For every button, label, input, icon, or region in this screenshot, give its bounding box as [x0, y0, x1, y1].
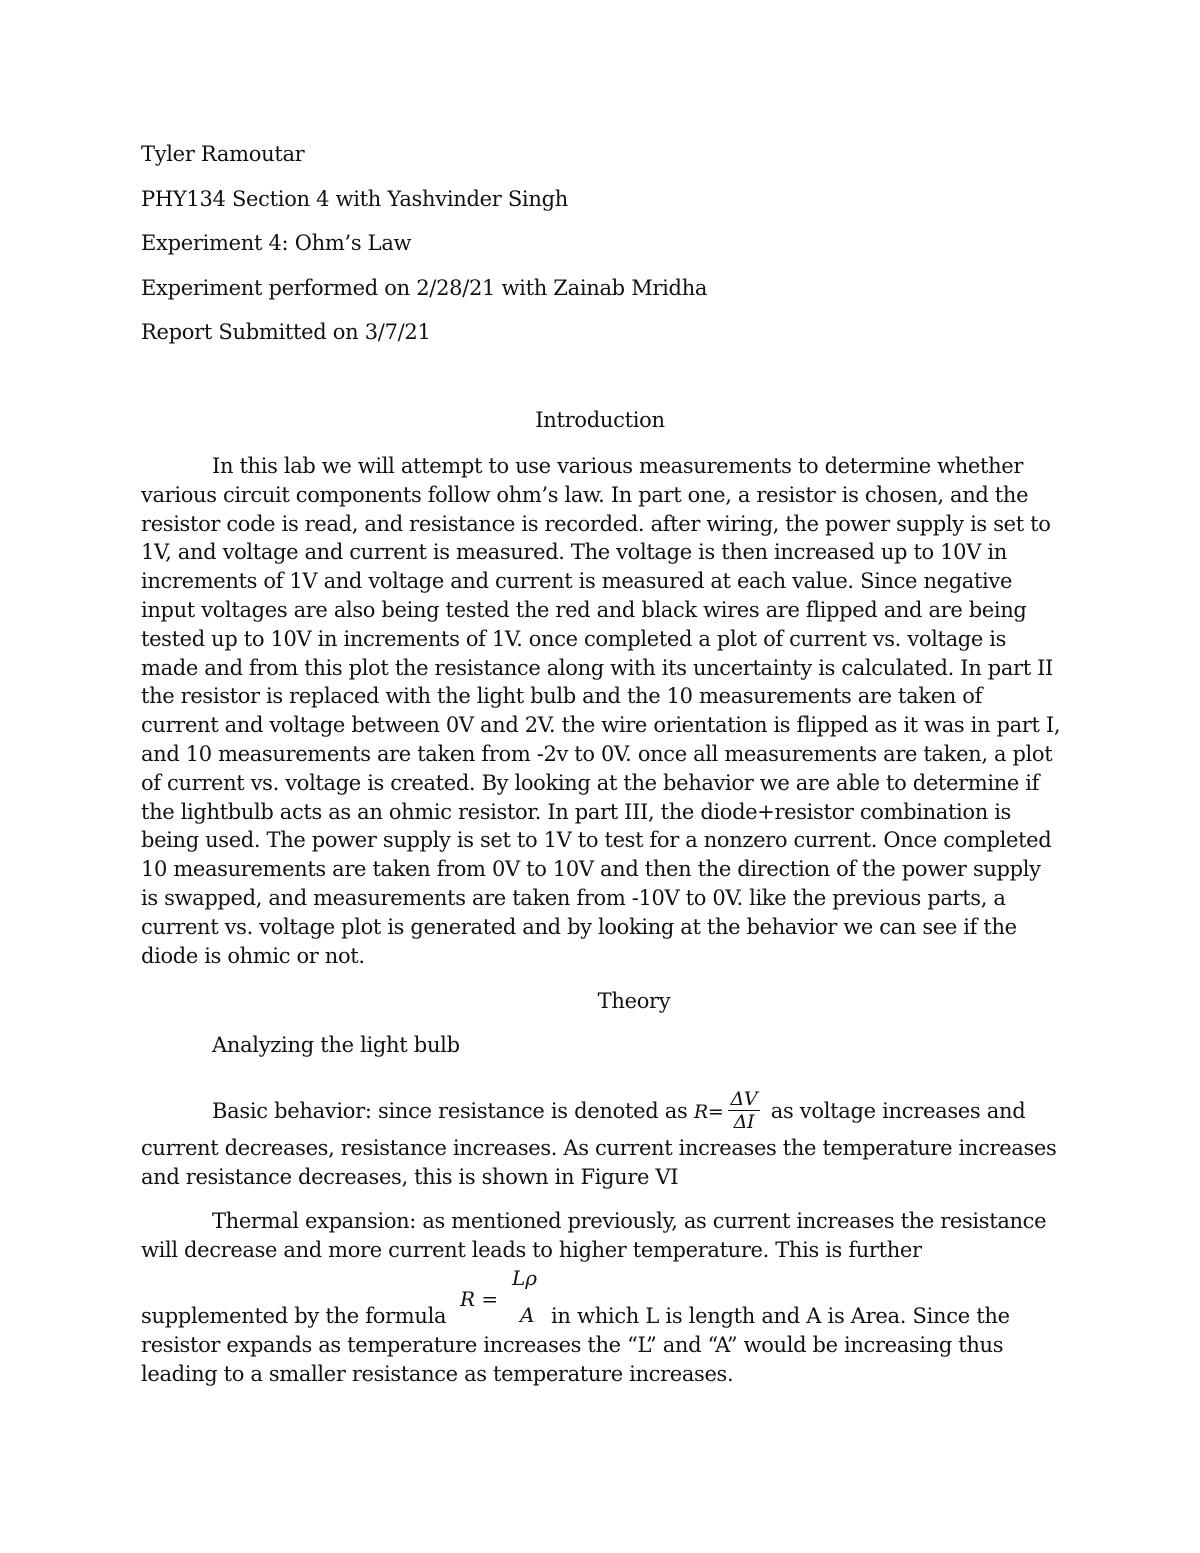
introduction-heading: Introduction: [535, 408, 665, 432]
basic-behavior-prefix: Basic behavior: since resistance is denoted as: [212, 1099, 688, 1123]
submitted-line: Report Submitted on 3/7/21: [141, 320, 431, 344]
supplemented-suffix: in which L is length and A is Area. Since the: [551, 1304, 1010, 1328]
supplemented-prefix: supplemented by the formula: [141, 1304, 447, 1328]
thermal-formula-denominator: A: [520, 1303, 535, 1327]
theory-subheading: Analyzing the light bulb: [212, 1033, 460, 1057]
formula-numerator: ΔV: [728, 1088, 761, 1111]
formula-denominator: ΔI: [733, 1111, 755, 1133]
performed-line: Experiment performed on 2/28/21 with Zainab Mridha: [141, 276, 708, 300]
formula-lhs: R=: [693, 1101, 724, 1123]
theory-heading: Theory: [597, 989, 671, 1013]
thermal-formula-lhs: R =: [460, 1287, 499, 1311]
basic-behavior-suffix: as voltage increases and: [770, 1099, 1026, 1123]
thermal-formula-numerator: Lρ: [512, 1266, 538, 1290]
supplemented-continuation: resistor expands as temperature increases the “L” and “A” would be increasing thus leading to a smaller resistance as temperature increases.: [141, 1333, 1004, 1386]
experiment-title: Experiment 4: Ohm’s Law: [141, 231, 412, 255]
course-line: PHY134 Section 4 with Yashvinder Singh: [141, 187, 568, 211]
basic-behavior-continuation: current decreases, resistance increases. As current increases the temperature increases and resistance decreases, this is shown in Figure VI: [141, 1136, 1057, 1189]
resistance-formula: [693, 1088, 771, 1133]
basic-behavior-line: [212, 1090, 1025, 1135]
introduction-paragraph: In this lab we will attempt to use various measurements to determine whether various circuit components follow ohm’s law. In part one, a resistor is chosen, and the resistor code is read, and resistance is recorded. after wiring, the power supply is set to 1V, and voltage and current is measured. The voltage is then increased up to 10V in increments of 1V and voltage and current is measured at each value. Since negative input voltages are also being tested the red and black wires are flipped and are being tested up to 10V in increments of 1V. once completed a plot of current vs. voltage is made and from this plot the resistance along with its uncertainty is calculated. In part II the resistor is replaced with the light bulb and the 10 measurements are taken of current and voltage between 0V and 2V. the wire orientation is flipped as it was in part I, and 10 measurements are taken from -2v to 0V. once all measurements are taken, a plot of current vs. voltage is created. By looking at the behavior we are able to determine if the lightbulb acts as an ohmic resistor. In part III, the diode+resistor combination is being used. The power supply is set to 1V to test for a nonzero current. Once completed 10 measurements are taken from 0V to 10V and then the direction of the power supply is swapped, and measurements are taken from -10V to 0V. like the previous parts, a current vs. voltage plot is generated and by looking at the behavior we can see if the diode is ohmic or not.: [141, 454, 1061, 968]
thermal-expansion-paragraph: Thermal expansion: as mentioned previously, as current increases the resistance will decrease and more current leads to higher temperature. This is further: [141, 1209, 1047, 1262]
author-name: Tyler Ramoutar: [141, 142, 305, 166]
